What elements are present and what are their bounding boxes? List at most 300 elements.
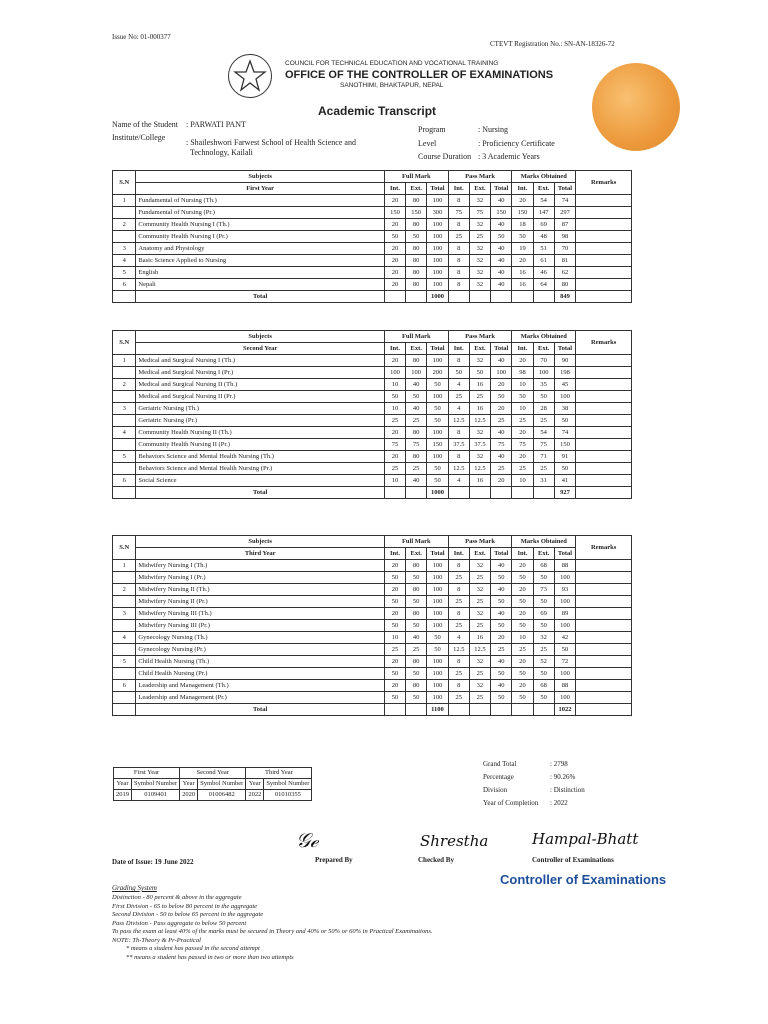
row-sn [113,231,136,243]
row-mark-pi: 25 [448,620,469,632]
col-marks-obtained: Marks Obtained [512,536,576,548]
row-subject: Medical and Surgical Nursing I (Pr.) [136,367,385,379]
row-mark-fi: 25 [384,415,405,427]
table-row [113,231,632,243]
row-remarks [576,255,632,267]
table-row [113,379,632,391]
issue-number: Issue No: 01-000377 [112,33,171,41]
row-mark-oe: 46 [533,267,554,279]
row-sn: 1 [113,195,136,207]
row-sn: 5 [113,656,136,668]
row-mark-pe: 50 [469,367,490,379]
row-mark-pi: 12.5 [448,644,469,656]
row-mark-oe: 25 [533,644,554,656]
sym-number-value: 0109401 [132,790,180,801]
prepared-by-label: Prepared By [315,856,353,864]
col-total: Total [491,548,512,560]
row-mark-pe: 16 [469,475,490,487]
row-mark-ft: 150 [427,439,448,451]
table-row [113,219,632,231]
row-mark-fe: 50 [406,391,427,403]
table-row [113,463,632,475]
row-mark-pi: 8 [448,255,469,267]
row-subject: Geriatric Nursing (Pr.) [136,415,385,427]
row-remarks [576,632,632,644]
col-total: Total [427,343,448,355]
row-mark-oi: 10 [512,475,533,487]
row-subject: Fundamental of Nursing (Th.) [136,195,385,207]
row-sn: 3 [113,403,136,415]
row-subject: Medical and Surgical Nursing II (Pr.) [136,391,385,403]
grading-line: Pass Division - Pass aggregate to below 50 percent [112,919,247,927]
row-subject: Midwifery Nursing I (Pr.) [136,572,385,584]
table-row [113,572,632,584]
row-subject: Midwifery Nursing II (Pr.) [136,596,385,608]
table-row [113,255,632,267]
col-int: Int. [384,548,405,560]
row-mark-fi: 50 [384,692,405,704]
row-mark-pe: 25 [469,391,490,403]
row-mark-ft: 100 [427,692,448,704]
row-mark-oi: 50 [512,668,533,680]
sym-number-label: Symbol Number [198,779,246,790]
row-mark-pi: 25 [448,391,469,403]
row-mark-oi: 19 [512,243,533,255]
row-subject: Midwifery Nursing III (Pr.) [136,620,385,632]
row-mark-ft: 100 [427,451,448,463]
row-mark-pt: 20 [491,403,512,415]
row-mark-ot: 198 [554,367,575,379]
row-sn: 2 [113,379,136,391]
row-mark-pt: 40 [491,267,512,279]
row-mark-ft: 100 [427,231,448,243]
row-mark-oi: 50 [512,620,533,632]
division-value: : Distinction [550,786,585,794]
row-mark-oi: 98 [512,367,533,379]
row-mark-pi: 4 [448,403,469,415]
completion-label: Year of Completion [483,799,539,807]
row-mark-oe: 75 [533,439,554,451]
row-remarks [576,267,632,279]
row-mark-oe: 68 [533,560,554,572]
col-ext: Ext. [469,343,490,355]
total-row [113,704,632,716]
total-full-mark: 1000 [427,487,448,499]
col-total: Total [554,548,575,560]
col-remarks: Remarks [576,331,632,355]
row-mark-oe: 61 [533,255,554,267]
row-mark-pt: 40 [491,427,512,439]
row-mark-oi: 50 [512,391,533,403]
checked-by-label: Checked By [418,856,454,864]
row-mark-fe: 50 [406,668,427,680]
row-mark-ot: 91 [554,451,575,463]
col-marks-obtained: Marks Obtained [512,171,576,183]
row-mark-ot: 45 [554,379,575,391]
document-title: Academic Transcript [318,104,437,118]
row-mark-pe: 25 [469,692,490,704]
year-name: Third Year [136,548,385,560]
table-row [113,355,632,367]
row-mark-pt: 40 [491,608,512,620]
col-ext: Ext. [533,183,554,195]
total-row [113,487,632,499]
row-mark-pi: 4 [448,632,469,644]
row-sn: 1 [113,560,136,572]
row-remarks [576,656,632,668]
row-mark-ot: 87 [554,219,575,231]
controller-stamp: Controller of Examinations [500,872,667,887]
completion-value: : 2022 [550,799,568,807]
total-label: Total [136,291,385,303]
official-seal [592,63,680,151]
row-mark-pi: 37.5 [448,439,469,451]
row-subject: Social Science [136,475,385,487]
row-sn: 5 [113,267,136,279]
row-remarks [576,596,632,608]
row-subject: Geriatric Nursing (Th.) [136,403,385,415]
row-sn: 3 [113,243,136,255]
total-label: Total [136,487,385,499]
row-remarks [576,692,632,704]
sym-year-value: 2022 [246,790,264,801]
row-remarks [576,451,632,463]
row-mark-pt: 25 [491,463,512,475]
row-sn [113,620,136,632]
row-mark-oi: 20 [512,195,533,207]
row-mark-pe: 32 [469,560,490,572]
row-mark-pi: 8 [448,355,469,367]
row-mark-oe: 50 [533,668,554,680]
row-sn [113,367,136,379]
row-mark-pi: 25 [448,572,469,584]
row-subject: Community Health Nursing II (Th.) [136,427,385,439]
row-mark-fi: 20 [384,243,405,255]
row-mark-pt: 50 [491,391,512,403]
office-name: OFFICE OF THE CONTROLLER OF EXAMINATIONS [285,69,554,81]
row-mark-oe: 32 [533,632,554,644]
row-mark-oi: 50 [512,596,533,608]
row-mark-ot: 50 [554,415,575,427]
row-mark-ft: 50 [427,403,448,415]
level-value: : Proficiency Certificate [478,139,555,148]
col-pass-mark: Pass Mark [448,536,512,548]
row-mark-fe: 40 [406,379,427,391]
grading-line: Distinction - 80 percent & above in the aggregate [112,894,242,901]
row-sn: 4 [113,427,136,439]
ctevt-logo [228,54,272,98]
row-mark-oe: 70 [533,355,554,367]
row-mark-fi: 20 [384,195,405,207]
row-sn: 6 [113,279,136,291]
col-int: Int. [512,343,533,355]
duration-value: : 3 Academic Years [478,152,540,161]
row-mark-oi: 10 [512,632,533,644]
row-mark-pe: 12.5 [469,463,490,475]
grading-line: To pass the exam at least 40% of the marks must be secured in Theory and 40% or 50% or 60% in Practical Examinations. [112,928,433,935]
row-sn: 1 [113,355,136,367]
row-mark-fe: 50 [406,231,427,243]
row-mark-ot: 100 [554,596,575,608]
col-int: Int. [448,183,469,195]
institute-name-line2: Technology, Kailali [190,148,253,157]
row-mark-pe: 25 [469,572,490,584]
col-int: Int. [384,343,405,355]
col-total: Total [491,183,512,195]
row-mark-oi: 20 [512,255,533,267]
row-mark-oi: 20 [512,656,533,668]
row-mark-oe: 68 [533,680,554,692]
marks-table-year-1 [112,170,632,303]
col-remarks: Remarks [576,171,632,195]
row-remarks [576,219,632,231]
row-mark-oi: 25 [512,415,533,427]
row-mark-ot: 81 [554,255,575,267]
row-subject: Gynecology Nursing (Pr.) [136,644,385,656]
row-mark-oi: 18 [512,219,533,231]
row-mark-oi: 10 [512,403,533,415]
row-mark-fe: 75 [406,439,427,451]
row-sn: 2 [113,584,136,596]
division-label: Division [483,786,508,794]
row-subject: Child Health Nursing (Th.) [136,656,385,668]
row-mark-pi: 25 [448,231,469,243]
row-mark-pe: 75 [469,207,490,219]
percentage-label: Percentage [483,773,514,781]
row-mark-fe: 80 [406,279,427,291]
row-mark-pt: 50 [491,231,512,243]
row-mark-fi: 50 [384,620,405,632]
row-mark-pt: 25 [491,644,512,656]
col-full-mark: Full Mark [384,536,448,548]
row-subject: Midwifery Nursing III (Th.) [136,608,385,620]
row-mark-pe: 25 [469,620,490,632]
row-mark-ft: 200 [427,367,448,379]
row-mark-ot: 38 [554,403,575,415]
program-value: : Nursing [478,125,508,134]
row-mark-pe: 37.5 [469,439,490,451]
row-mark-fe: 80 [406,267,427,279]
table-row [113,267,632,279]
sym-header-1: First Year [114,768,180,779]
row-mark-ft: 100 [427,668,448,680]
grand-total-value: : 2798 [550,760,568,768]
row-mark-pi: 8 [448,680,469,692]
row-subject: Leadership and Management (Pr.) [136,692,385,704]
row-mark-ft: 100 [427,267,448,279]
col-int: Int. [384,183,405,195]
col-total: Total [491,343,512,355]
total-obtained: 927 [554,487,575,499]
row-mark-oe: 147 [533,207,554,219]
col-int: Int. [448,548,469,560]
row-mark-oi: 20 [512,608,533,620]
controller-label: Controller of Examinations [532,856,614,864]
row-mark-pe: 16 [469,379,490,391]
table-row [113,243,632,255]
row-mark-pe: 32 [469,427,490,439]
row-mark-oi: 20 [512,427,533,439]
row-mark-oe: 64 [533,279,554,291]
student-name: : PARWATI PANT [186,120,246,129]
row-mark-fe: 80 [406,255,427,267]
row-subject: Nepali [136,279,385,291]
col-remarks: Remarks [576,536,632,560]
row-mark-ft: 100 [427,255,448,267]
row-sn [113,439,136,451]
row-mark-fi: 10 [384,632,405,644]
row-mark-pe: 32 [469,195,490,207]
row-mark-oi: 50 [512,572,533,584]
row-mark-ft: 100 [427,560,448,572]
row-mark-pt: 20 [491,379,512,391]
row-mark-oi: 20 [512,451,533,463]
row-subject: Fundamental of Nursing (Pr.) [136,207,385,219]
row-mark-ft: 100 [427,355,448,367]
sym-year-label: Year [114,779,132,790]
col-ext: Ext. [469,548,490,560]
row-mark-ot: 150 [554,439,575,451]
row-subject: Child Health Nursing (Pr.) [136,668,385,680]
row-sn [113,463,136,475]
row-mark-pi: 8 [448,656,469,668]
year-name: Second Year [136,343,385,355]
row-mark-pt: 40 [491,255,512,267]
col-int: Int. [512,183,533,195]
row-mark-pt: 40 [491,195,512,207]
council-name: COUNCIL FOR TECHNICAL EDUCATION AND VOCATIONAL TRAINING [285,60,499,67]
row-mark-oe: 48 [533,231,554,243]
table-row [113,207,632,219]
row-mark-fe: 40 [406,632,427,644]
row-sn [113,668,136,680]
table-row [113,439,632,451]
row-mark-oi: 150 [512,207,533,219]
row-mark-pe: 16 [469,403,490,415]
row-subject: Behaviors Science and Mental Health Nursing (Pr.) [136,463,385,475]
total-full-mark: 1100 [427,704,448,716]
row-mark-fi: 50 [384,391,405,403]
row-remarks [576,463,632,475]
row-mark-fe: 80 [406,243,427,255]
row-mark-oi: 16 [512,267,533,279]
row-sn: 5 [113,451,136,463]
row-mark-pt: 40 [491,279,512,291]
col-ext: Ext. [406,548,427,560]
row-mark-pe: 32 [469,243,490,255]
date-of-issue: Date of Issue: 19 June 2022 [112,858,194,866]
row-sn [113,692,136,704]
institute-label: Institute/College [112,133,166,142]
sym-number-value: 01010355 [264,790,312,801]
grading-list [112,894,433,962]
table-row [113,403,632,415]
row-mark-oe: 50 [533,572,554,584]
row-mark-ot: 100 [554,692,575,704]
table-row [113,475,632,487]
row-sn [113,596,136,608]
row-mark-oe: 51 [533,243,554,255]
row-mark-ft: 100 [427,680,448,692]
row-remarks [576,608,632,620]
row-mark-fe: 80 [406,608,427,620]
total-obtained: 849 [554,291,575,303]
row-sn: 3 [113,608,136,620]
row-mark-pe: 12.5 [469,644,490,656]
row-mark-fe: 40 [406,403,427,415]
row-mark-fi: 20 [384,584,405,596]
table-row [113,367,632,379]
row-mark-pi: 8 [448,195,469,207]
row-mark-pe: 32 [469,680,490,692]
row-mark-fi: 20 [384,255,405,267]
row-mark-ft: 100 [427,608,448,620]
grading-line: * means a student has passed in the second attempt [126,945,260,952]
row-mark-ot: 89 [554,608,575,620]
sym-number-label: Symbol Number [132,779,180,790]
row-mark-fi: 20 [384,656,405,668]
row-mark-ot: 72 [554,656,575,668]
row-subject: Medical and Surgical Nursing I (Th.) [136,355,385,367]
row-subject: Behaviors Science and Mental Health Nursing (Th.) [136,451,385,463]
row-mark-ot: 50 [554,644,575,656]
table-row [113,279,632,291]
row-mark-oe: 50 [533,620,554,632]
col-total: Total [427,548,448,560]
row-mark-fe: 80 [406,355,427,367]
row-mark-oe: 50 [533,692,554,704]
row-mark-fi: 25 [384,644,405,656]
row-mark-oe: 50 [533,596,554,608]
row-mark-pe: 16 [469,632,490,644]
row-mark-ot: 42 [554,632,575,644]
row-mark-pi: 12.5 [448,415,469,427]
row-mark-ft: 50 [427,463,448,475]
row-mark-fi: 10 [384,379,405,391]
row-remarks [576,427,632,439]
row-mark-oe: 100 [533,367,554,379]
row-mark-fe: 80 [406,584,427,596]
row-mark-oe: 31 [533,475,554,487]
row-remarks [576,620,632,632]
col-subjects: Subjects [136,536,385,548]
row-mark-fi: 50 [384,596,405,608]
row-mark-fe: 25 [406,463,427,475]
row-mark-oe: 69 [533,219,554,231]
row-remarks [576,195,632,207]
row-mark-fe: 25 [406,644,427,656]
row-mark-pe: 12.5 [469,415,490,427]
row-remarks [576,367,632,379]
table-row [113,668,632,680]
col-int: Int. [448,343,469,355]
row-remarks [576,355,632,367]
row-mark-ft: 100 [427,620,448,632]
row-mark-ot: 100 [554,572,575,584]
row-mark-fi: 20 [384,267,405,279]
row-mark-fe: 80 [406,427,427,439]
row-subject: Midwifery Nursing I (Th.) [136,560,385,572]
row-subject: Community Health Nursing I (Th.) [136,219,385,231]
row-mark-pe: 25 [469,596,490,608]
row-mark-ot: 41 [554,475,575,487]
row-mark-fe: 100 [406,367,427,379]
row-remarks [576,415,632,427]
row-mark-pe: 32 [469,355,490,367]
row-remarks [576,207,632,219]
col-subjects: Subjects [136,331,385,343]
row-remarks [576,403,632,415]
